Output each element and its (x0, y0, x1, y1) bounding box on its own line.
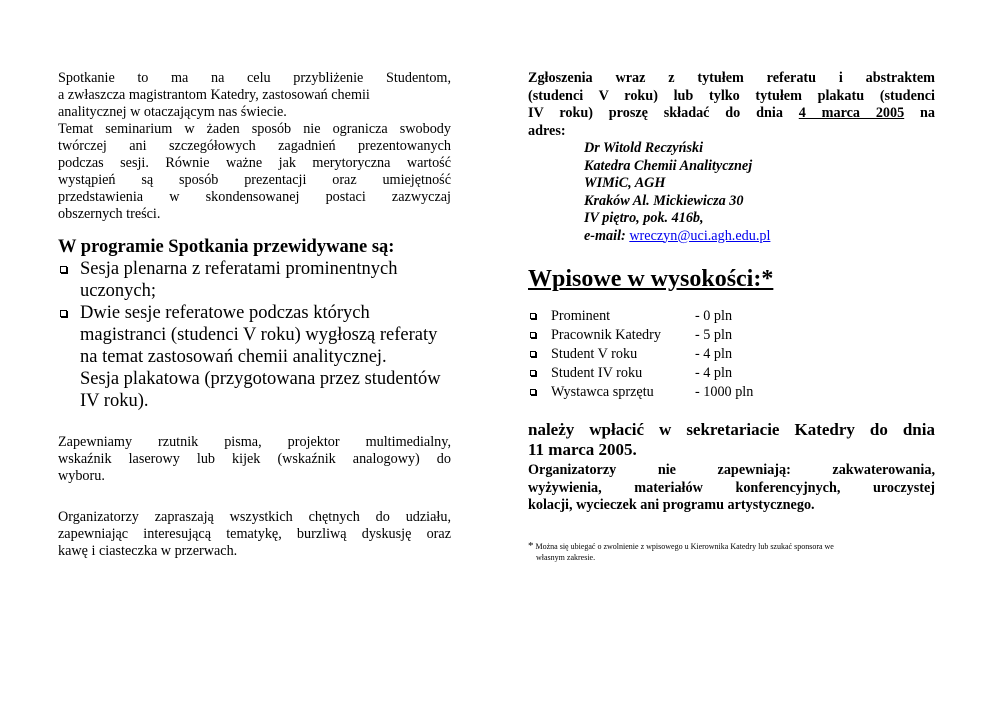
text-line: wskaźnik laserowy lub kijek (wskaźnik analogowy) do (58, 451, 451, 467)
footnote-star: * (528, 539, 534, 552)
text-line: (studenci V roku) lub tylko tytułem plakatu (studenci (528, 87, 935, 104)
text-line: Zapewniamy rzutnik pisma, projektor multimedialny, (58, 434, 451, 450)
checkbox-bullet-icon (530, 332, 536, 338)
checkbox-bullet-icon (530, 313, 536, 319)
fee-label: Student V roku (551, 346, 638, 362)
text-line: Spotkanie to ma na celu przybliżenie Studentom, (58, 70, 451, 86)
program-item (58, 302, 451, 412)
text-line: twórczej ani szczegółowych zagadnień prezentowanych (58, 138, 451, 154)
contact-faculty: WIMiC, AGH (584, 175, 666, 191)
program-item-line: magistranci (studenci V roku) wygłoszą referaty (80, 325, 438, 345)
checkbox-bullet-icon (60, 310, 67, 317)
left-column (58, 70, 451, 560)
text-line: należy wpłacić w sekretariacie Katedry do dnia (528, 420, 935, 439)
text-line: zapewniając interesującą tematykę, burzliwą dyskusję oraz (58, 526, 451, 542)
fee-amount: - 4 pln (695, 346, 733, 362)
fee-row (528, 383, 753, 402)
fee-label: Pracownik Katedry (551, 327, 661, 343)
contact-street: Kraków Al. Mickiewicza 30 (584, 192, 744, 209)
program-item-line: uczonych; (80, 281, 157, 301)
footnote (528, 541, 935, 563)
footnote-line: Można się ubiegać o zwolnienie z wpisowego u Kierownika Katedry lub szukać sponsora we (535, 541, 834, 551)
fee-amount: - 4 pln (695, 365, 733, 381)
fee-amount: - 5 pln (695, 327, 733, 343)
fee-label: Prominent (551, 308, 611, 324)
text-line: Zgłoszenia wraz z tytułem referatu i abstraktem (528, 70, 935, 86)
right-column (528, 70, 935, 563)
text-fragment: IV roku) proszę składać do dnia (528, 105, 783, 121)
text-line: kolacji, wycieczek ani programu artystycznego. (528, 497, 815, 513)
fee-amount: - 1000 pln (695, 384, 754, 400)
program-item-line: Sesja plenarna z referatami prominentnych (80, 259, 398, 279)
program-item-line: IV roku). (80, 391, 149, 411)
checkbox-bullet-icon (530, 370, 536, 376)
not-provided-paragraph (528, 462, 935, 515)
text-line: kawę i ciasteczka w przerwach. (58, 543, 238, 559)
program-item-line: Sesja plakatowa (przygotowana przez studentów (80, 369, 441, 389)
checkbox-bullet-icon (60, 266, 67, 273)
text-line: 11 marca 2005. (528, 440, 637, 459)
text-line: a zwłaszcza magistrantom Katedry, zastosowań chemii (58, 87, 370, 103)
checkbox-bullet-icon (530, 389, 536, 395)
footnote-line: własnym zakresie. (536, 552, 596, 562)
fee-row (528, 326, 753, 345)
text-line: Organizatorzy zapraszają wszystkich chętnych do udziału, (58, 509, 451, 525)
text-line: analitycznej w otaczającym nas świecie. (58, 104, 287, 120)
intro-paragraph (58, 70, 451, 223)
email-link[interactable]: wreczyn@uci.agh.edu.pl (629, 227, 771, 244)
text-line: wystąpień są sposób prezentacji oraz umiejętność (58, 172, 451, 188)
program-item-line: Dwie sesje referatowe podczas których (80, 303, 370, 323)
text-fragment: na (920, 105, 936, 121)
text-line: przedstawienia w skondensowanej postaci zazwyczaj (58, 189, 451, 205)
checkbox-bullet-icon (530, 351, 536, 357)
contact-department: Katedra Chemii Analitycznej (584, 157, 753, 174)
contact-name: Dr Witold Reczyński (584, 140, 704, 156)
email-label: e-mail: (584, 227, 626, 244)
fee-label: Wystawca sprzętu (551, 384, 654, 400)
fee-label: Student IV roku (551, 365, 643, 381)
text-line: adres: (528, 122, 566, 139)
equipment-paragraph (58, 434, 451, 485)
text-line: Organizatorzy nie zapewniają: zakwaterowania, (528, 462, 935, 478)
program-heading: W programie Spotkania przewidywane są: (58, 237, 395, 257)
fee-heading: Wpisowe w wysokości:* (528, 266, 774, 292)
fee-row (528, 364, 753, 383)
contact-room: IV piętro, pok. 416b, (584, 210, 704, 226)
program-list (58, 258, 451, 412)
fee-row (528, 345, 753, 364)
text-line: podczas sesji. Równie ważne jak merytoryczna wartość (58, 155, 451, 171)
fee-table (528, 307, 753, 402)
payment-paragraph (528, 420, 935, 460)
fee-amount: - 0 pln (695, 308, 733, 324)
invite-paragraph (58, 509, 451, 560)
fee-row (528, 307, 753, 326)
text-line: Temat seminarium w żaden sposób nie ogranicza swobody (58, 121, 451, 137)
contact-address (584, 140, 935, 245)
text-line: obszernych treści. (58, 206, 161, 222)
program-item (58, 258, 451, 302)
submission-paragraph (528, 70, 935, 140)
contact-email-row (584, 228, 935, 246)
text-line: wyżywienia, materiałów konferencyjnych, uroczystej (528, 479, 935, 496)
deadline-date: 4 marca 2005 (798, 105, 905, 121)
program-item-line: na temat zastosowań chemii analitycznej. (80, 347, 387, 367)
text-line: wyboru. (58, 468, 105, 484)
text-line (528, 105, 935, 123)
